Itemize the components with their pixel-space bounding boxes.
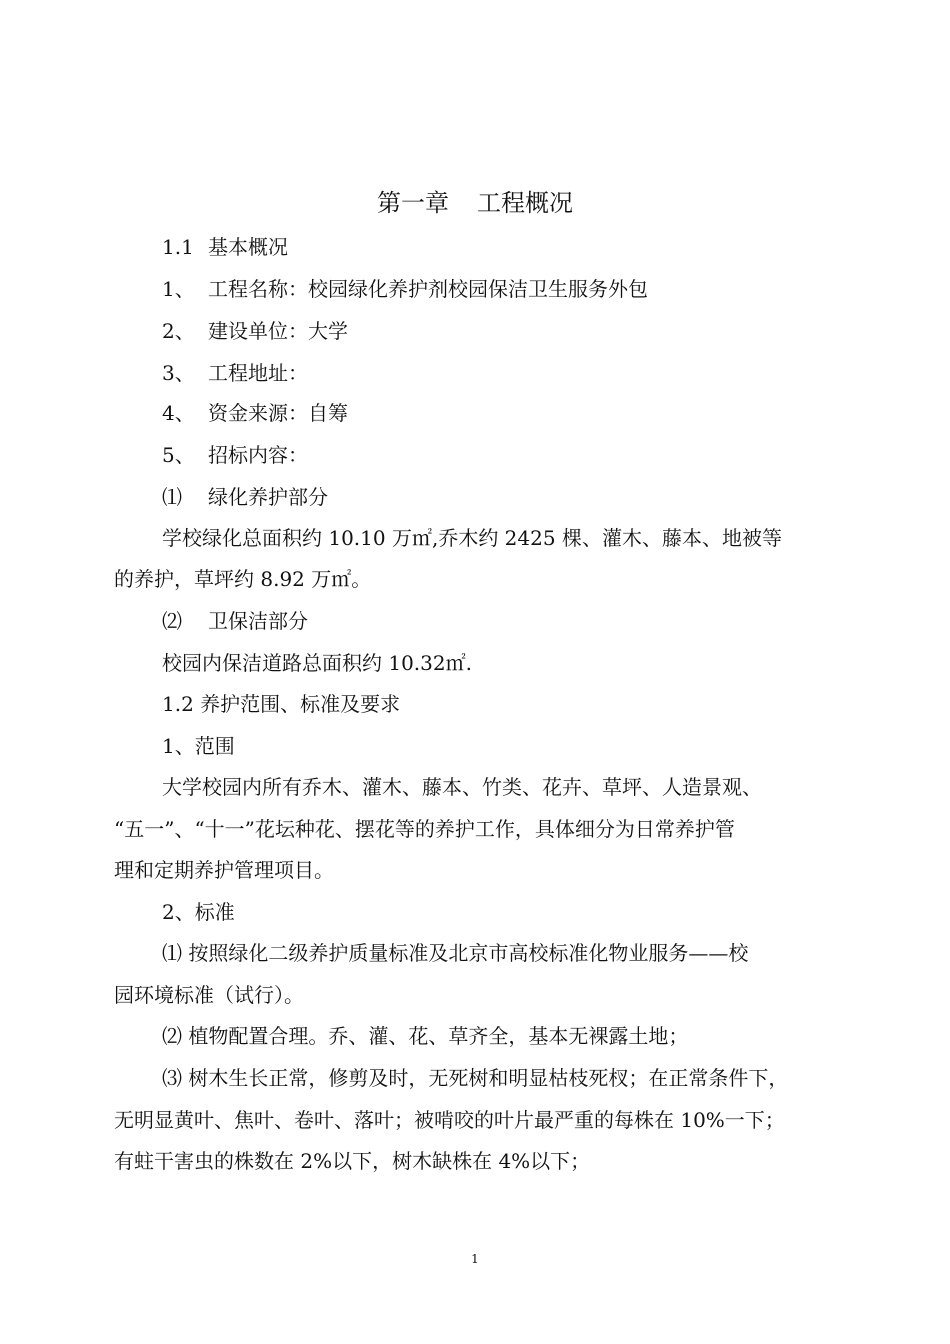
chapter-title: [0, 188, 950, 218]
paragraph-line: “五一”、“十一”花坛种花、摆花等的养护工作，具体细分为日常养护管: [114, 817, 735, 841]
list-item: 5、 招标内容：: [162, 443, 308, 467]
section-heading-1-2: 1.2 养护范围、标准及要求: [162, 692, 401, 716]
paragraph-line: 有蛀干害虫的株数在 2%以下，树木缺株在 4%以下；: [114, 1149, 591, 1173]
subsection-heading-cleaning: ⑵ 卫保洁部分: [162, 609, 308, 633]
paragraph-line: 的养护，草坪约 8.92 万㎡。: [114, 567, 372, 591]
scope-heading: 1、范围: [162, 734, 235, 758]
paragraph-line: 学校绿化总面积约 10.10 万㎡,乔木约 2425 棵、灌木、藤本、地被等: [162, 526, 782, 550]
paragraph-line: 园环境标准（试行）。: [114, 983, 304, 1007]
chapter-title-text: 工程概况: [477, 189, 573, 217]
paragraph-line: ⑴ 按照绿化二级养护质量标准及北京市高校标准化物业服务——校: [162, 941, 749, 965]
list-item: 1、 工程名称：校园绿化养护剂校园保洁卫生服务外包: [162, 277, 648, 301]
chapter-label: 第一章: [377, 189, 449, 217]
section-number: 1.1: [162, 235, 194, 259]
paragraph-line: 无明显黄叶、焦叶、卷叶、落叶；被啃咬的叶片最严重的每株在 10%一下；: [114, 1108, 785, 1132]
list-item: 4、 资金来源：自筹: [162, 401, 348, 425]
page-number: 1: [471, 1252, 479, 1266]
list-item: 2、 建设单位：大学: [162, 319, 348, 343]
section-title: 基本概况: [208, 235, 288, 259]
paragraph-line: 大学校园内所有乔木、灌木、藤本、竹类、花卉、草坪、人造景观、: [162, 775, 762, 799]
paragraph-line: 理和定期养护管理项目。: [114, 858, 334, 882]
paragraph-line: 校园内保洁道路总面积约 10.32㎡.: [162, 651, 472, 675]
list-item: 3、 工程地址：: [162, 361, 308, 385]
paragraph-line: ⑵ 植物配置合理。乔、灌、花、草齐全，基本无裸露土地；: [162, 1024, 689, 1048]
section-heading-1-1: [162, 234, 844, 260]
paragraph-line: ⑶ 树木生长正常，修剪及时，无死树和明显枯枝死杈；在正常条件下，: [162, 1066, 789, 1090]
subsection-heading-greening: ⑴ 绿化养护部分: [162, 485, 328, 509]
standard-heading: 2、标准: [162, 900, 235, 924]
